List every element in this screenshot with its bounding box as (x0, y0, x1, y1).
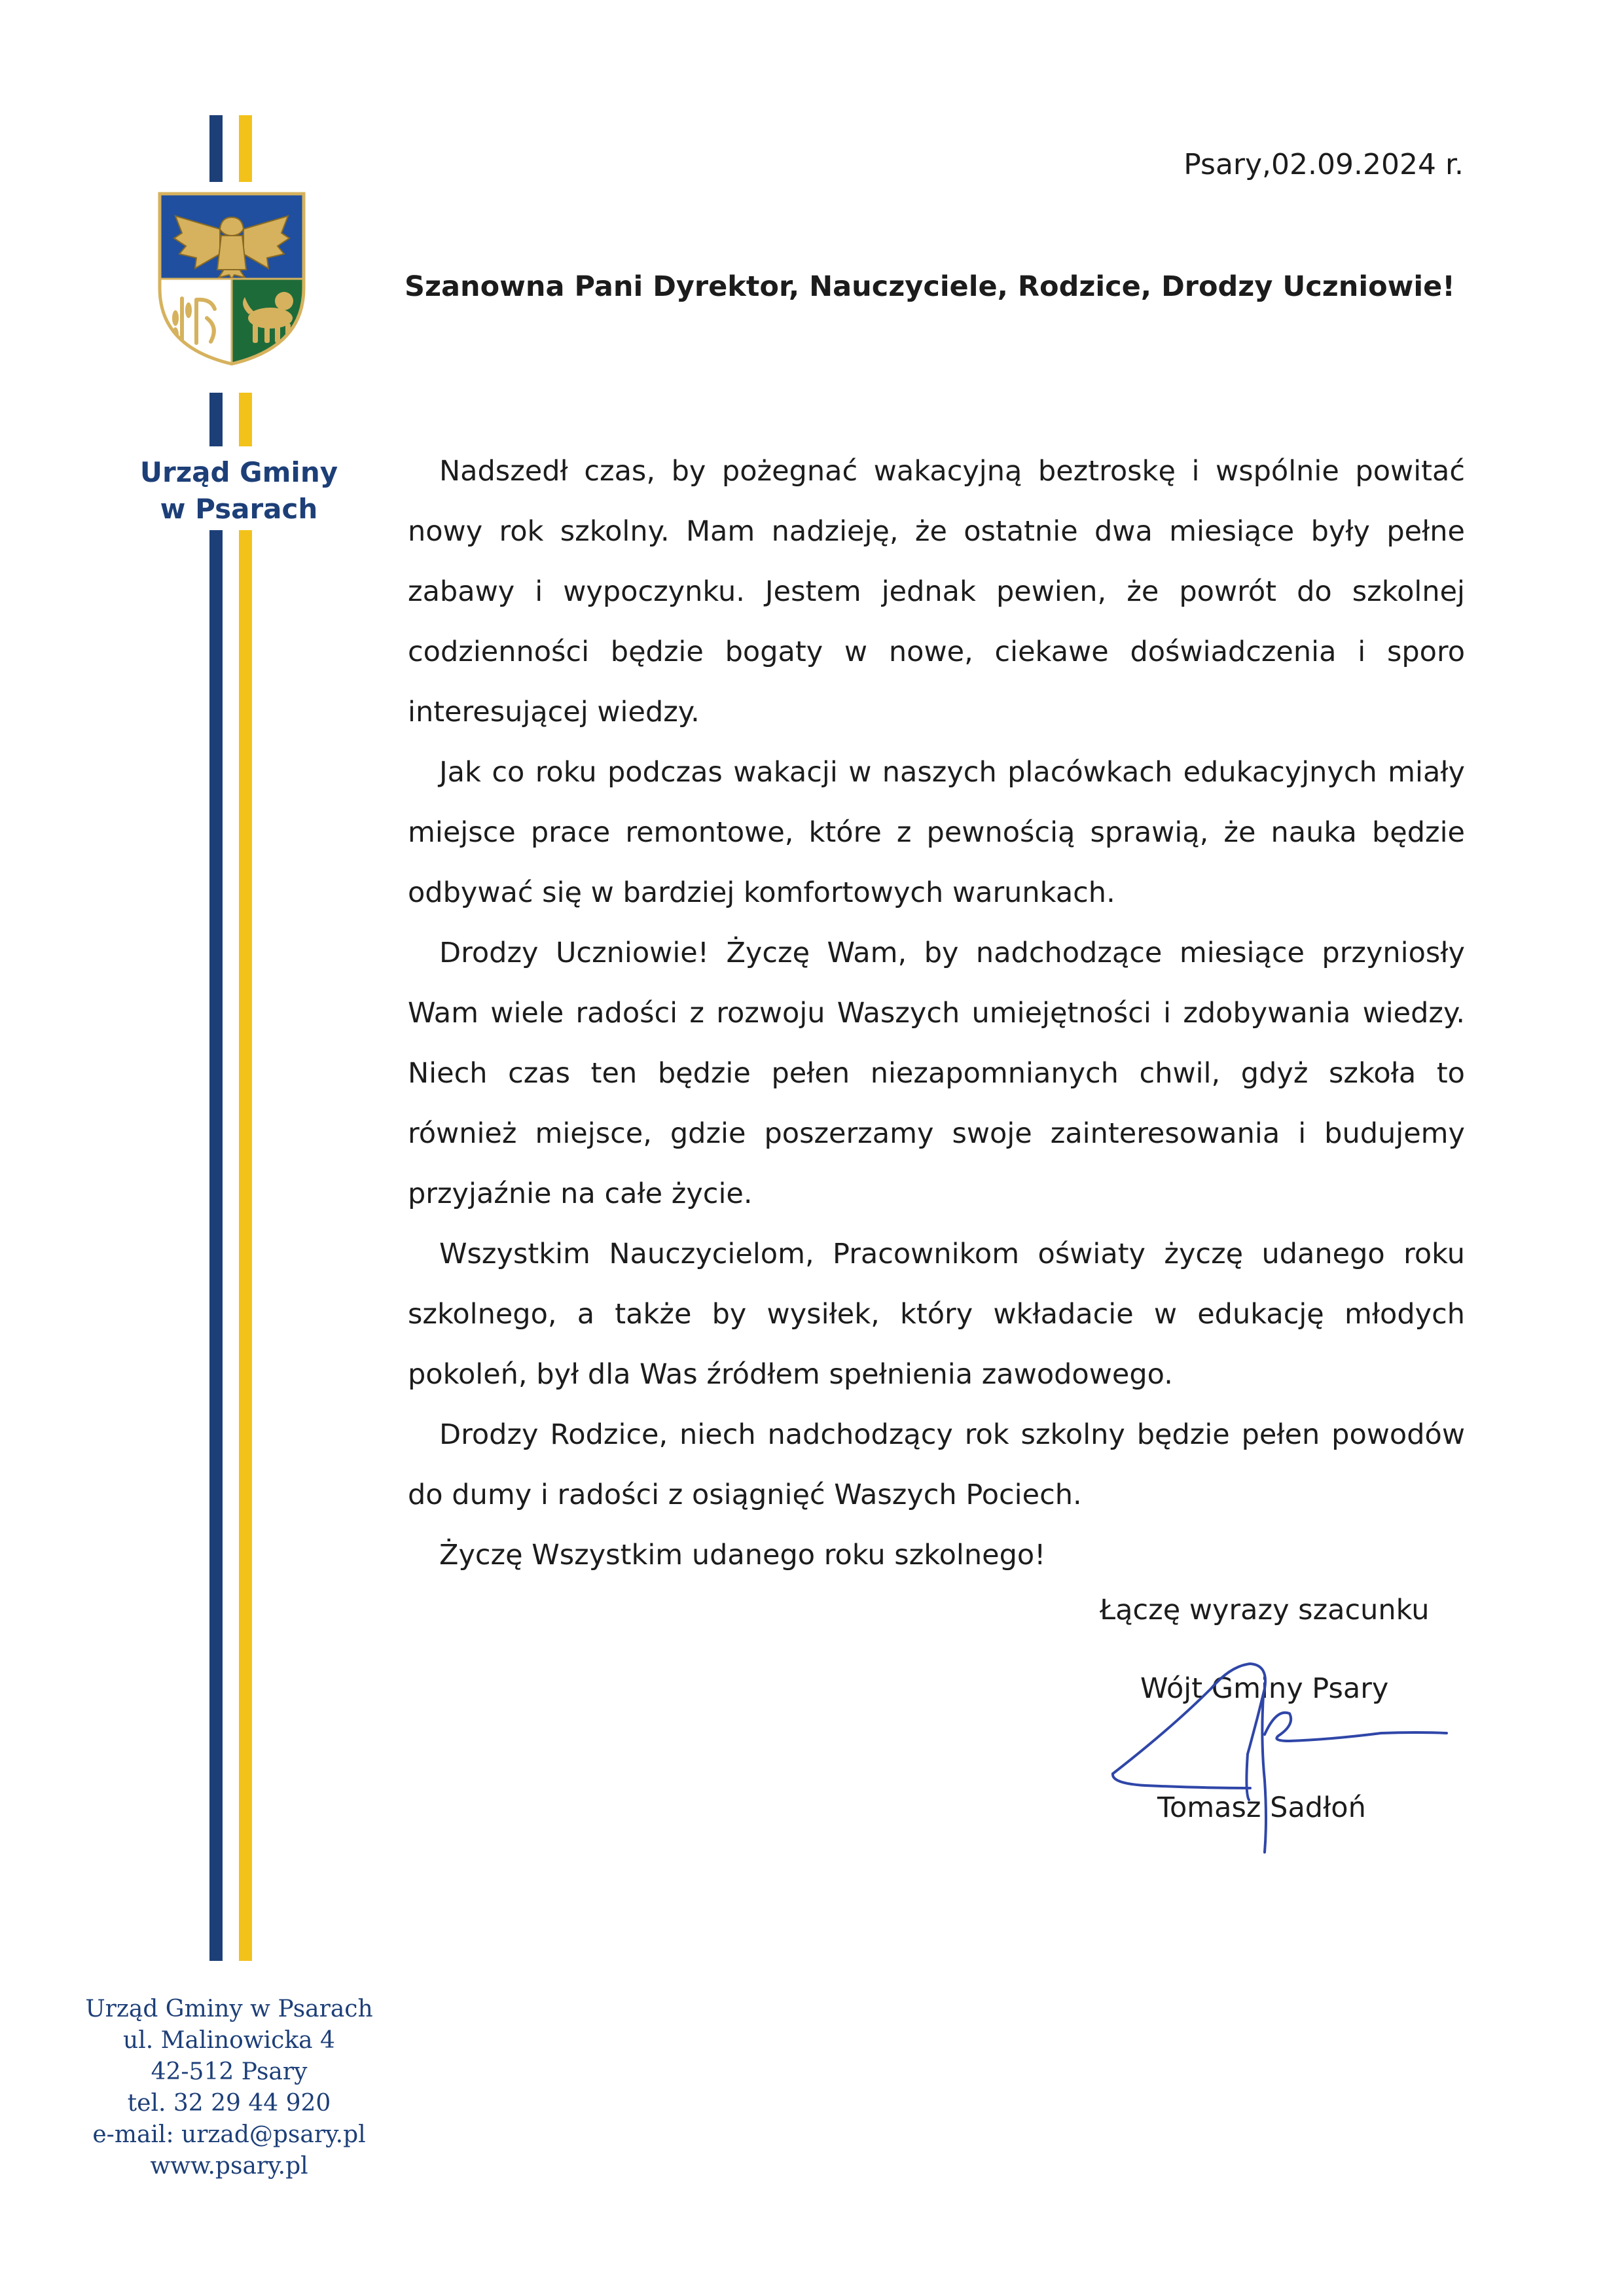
footer-website[interactable]: www.psary.pl (150, 2153, 308, 2179)
handwritten-signature (1093, 1636, 1460, 1872)
left-stripe-blue-main (209, 530, 223, 1961)
body-paragraph: Nadszedł czas, by pożegnać wakacyjną beztroskę i wspólnie powitać nowy rok szkolny. Mam nadzieję, że ostatnie dwa miesiące były pełne zabawy i wypoczynku. Jestem jednak pewien, że powrót do szkolnej codzienności będzie bogaty w nowe, ciekawe doświadczenia i sporo interesującej wiedzy. (408, 455, 1465, 728)
letter-body (408, 441, 1465, 1585)
left-stripe-blue-mid (209, 393, 223, 446)
body-paragraph: Życzę Wszystkim udanego roku szkolnego! (439, 1539, 1046, 1571)
office-name-heading (124, 454, 353, 528)
footer-street: ul. Malinowicka 4 (123, 2027, 335, 2054)
footer-postal: 42-512 Psary (151, 2058, 308, 2085)
body-paragraph: Jak co roku podczas wakacji w naszych placówkach edukacyjnych miały miejsce prace remontowe, które z pewnością sprawią, że nauka będzie odbywać się w bardziej komfortowych warunkach. (408, 756, 1465, 909)
signer-title: Wójt Gminy Psary (1140, 1672, 1389, 1705)
office-name-line1: Urząd Gminy (139, 456, 338, 488)
left-stripe-yellow-mid (239, 393, 252, 446)
closing-phrase: Łączę wyrazy szacunku (1100, 1594, 1430, 1626)
letter-date: Psary,02.09.2024 r. (1183, 148, 1464, 181)
footer-contact (79, 1994, 380, 2182)
left-stripe-yellow-top (239, 115, 252, 182)
footer-office: Urząd Gminy w Psarach (85, 1996, 373, 2022)
footer-email[interactable]: e-mail: urzad@psary.pl (92, 2121, 366, 2148)
body-paragraph: Wszystkim Nauczycielom, Pracownikom oświaty życzę udanego roku szkolnego, a także by wysiłek, który wkładacie w edukację młodych pokoleń, był dla Was źródłem spełnienia zawodowego. (408, 1238, 1465, 1391)
left-stripe-blue-top (209, 115, 223, 182)
footer-phone: tel. 32 29 44 920 (127, 2090, 331, 2117)
signer-name: Tomasz Sadłoń (1157, 1791, 1366, 1824)
body-paragraph: Drodzy Uczniowie! Życzę Wam, by nadchodzące miesiące przyniosły Wam wiele radości z rozwoju Waszych umiejętności i zdobywania wiedzy. Niech czas ten będzie pełen niezapomnianych chwil, gdyż szkoła to również miejsce, gdzie poszerzamy swoje zainteresowania i budujemy przyjaźnie na całe życie. (408, 937, 1465, 1210)
left-stripe-yellow-main (239, 530, 252, 1961)
office-name-line2: w Psarach (160, 493, 318, 525)
coat-of-arms-icon (156, 190, 308, 368)
body-paragraph: Drodzy Rodzice, niech nadchodzący rok szkolny będzie pełen powodów do dumy i radości z osiągnięć Waszych Pociech. (408, 1418, 1465, 1511)
letter-salutation: Szanowna Pani Dyrektor, Nauczyciele, Rodzice, Drodzy Uczniowie! (405, 270, 1455, 303)
